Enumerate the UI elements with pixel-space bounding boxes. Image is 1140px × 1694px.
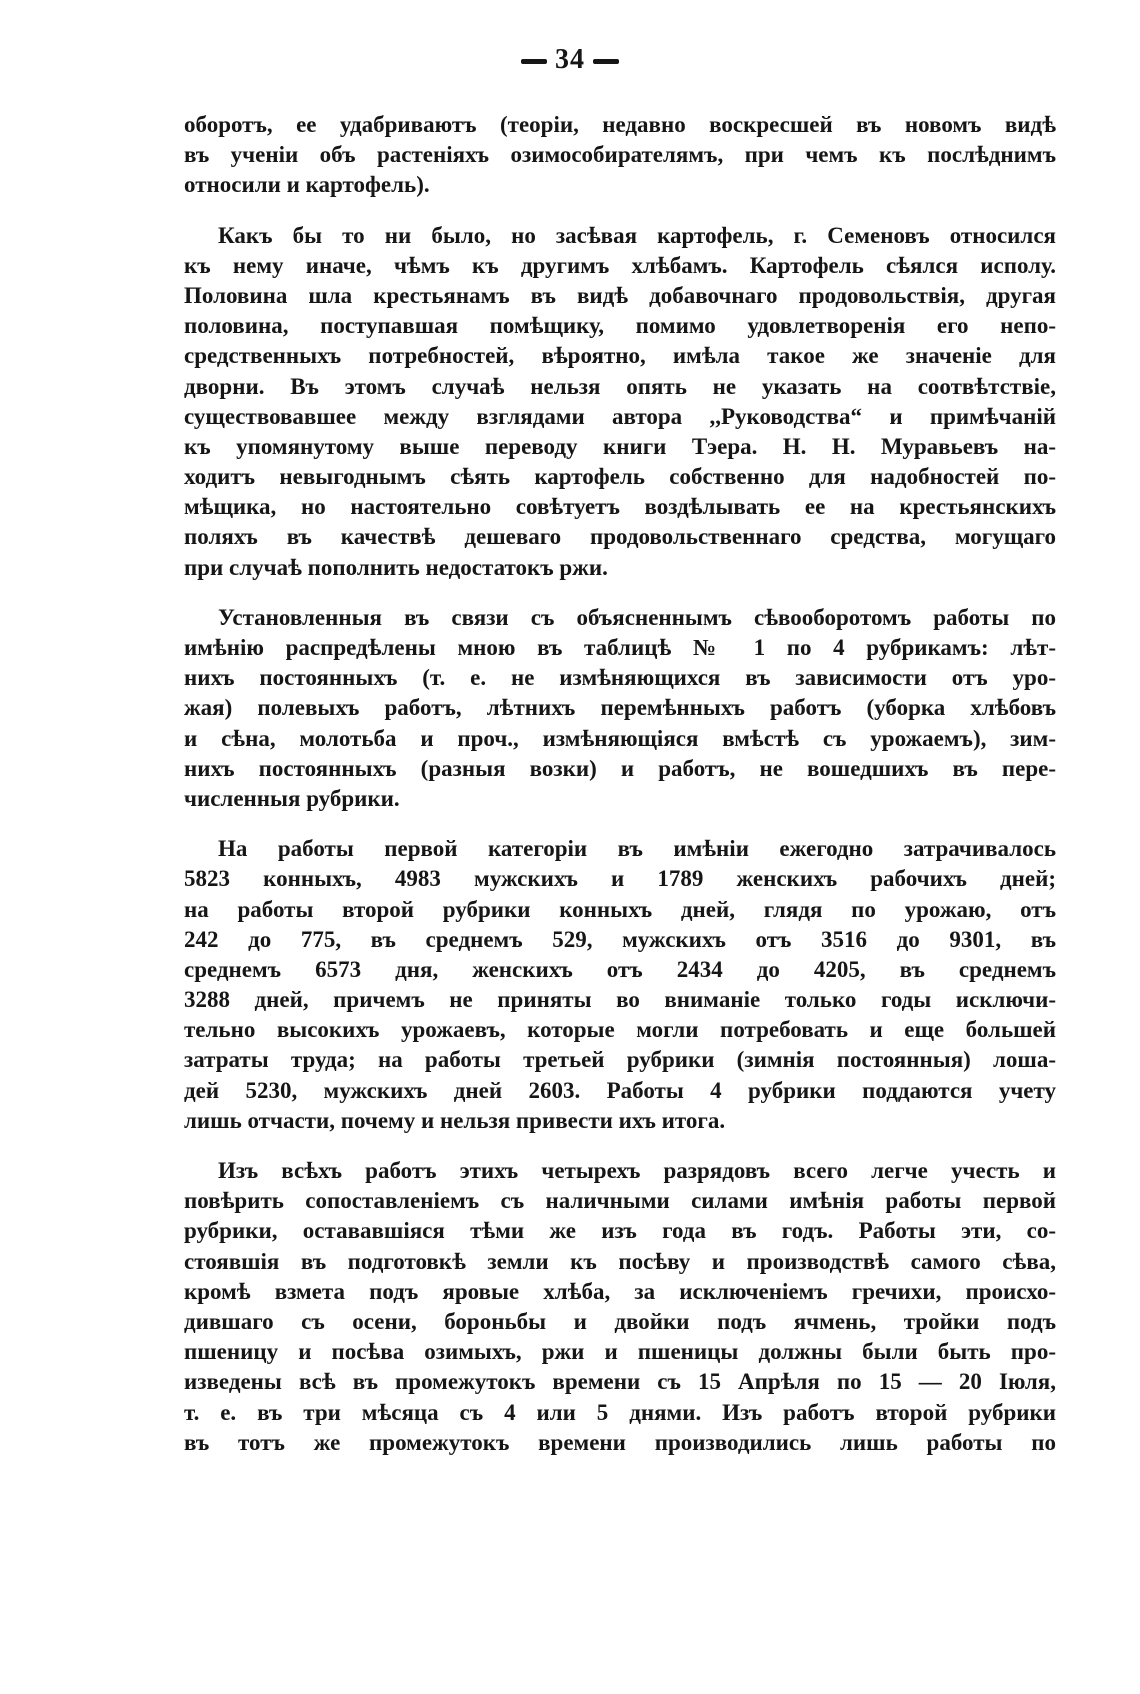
text-line: дившаго съ осени, бороньбы и двойки подъ ячмень, тройки подъ (184, 1308, 1056, 1334)
right-ornament-dash (593, 59, 619, 64)
text-line: численныя рубрики. (184, 785, 400, 811)
text-line: пшеницу и посѣва озимыхъ, ржи и пшеницы должны были быть про- (184, 1339, 1056, 1365)
text-line: половина, поступавшая помѣщику, помимо удовлетворенія его непо- (184, 313, 1056, 339)
text-line: стоявшія въ подготовкѣ земли къ посѣву и производствѣ самого сѣва, (184, 1248, 1056, 1274)
text-line: Половина шла крестьянамъ въ видѣ добавочнаго продовольствія, другая (184, 282, 1056, 308)
text-line: жая) полевыхъ работъ, лѣтнихъ перемѣнныхъ работъ (уборка хлѣбовъ (184, 695, 1056, 721)
text-line: мѣщика, но настоятельно совѣтуетъ воздѣлывать ее на крестьянскихъ (184, 494, 1056, 520)
text-line: на работы второй рубрики конныхъ дней, глядя по урожаю, отъ (184, 896, 1056, 922)
page-header (0, 44, 1140, 76)
text-line: рубрики, остававшіяся тѣми же изъ года въ годъ. Работы эти, со- (184, 1218, 1056, 1244)
text-line: дей 5230, мужскихъ дней 2603. Работы 4 рубрики поддаются учету (184, 1077, 1056, 1103)
text-line: въ тотъ же промежутокъ времени производились лишь работы по (184, 1429, 1056, 1455)
paragraph-1 (184, 110, 1056, 201)
text-line: лишь отчасти, почему и нельзя привести ихъ итога. (184, 1107, 726, 1133)
left-ornament-dash (521, 59, 547, 64)
text-line: оборотъ, ее удабриваютъ (теоріи, недавно воскресшей въ новомъ видѣ (184, 112, 1056, 137)
text-line: Изъ всѣхъ работъ этихъ четырехъ разрядовъ всего легче учесть и (218, 1158, 1056, 1183)
page-number: 34 (555, 44, 585, 75)
text-line: средственныхъ потребностей, вѣроятно, имѣла такое же значеніе для (184, 343, 1056, 369)
text-line: На работы первой категоріи въ имѣніи ежегодно затрачивалось (218, 836, 1056, 862)
text-line: къ упомянутому выше переводу книги Тэера. Н. Н. Муравьевъ на- (184, 433, 1056, 459)
text-line: ходитъ невыгоднымъ сѣять картофель собственно для надобностей по- (184, 464, 1056, 490)
text-line: и сѣна, молотьба и проч., измѣняющіяся вмѣстѣ съ урожаемъ), зим- (184, 725, 1056, 751)
paragraph-5 (184, 1156, 1056, 1458)
text-line: 3288 дней, причемъ не приняты во вниманіе только годы исключи- (184, 987, 1056, 1013)
text-line: тельно высокихъ урожаевъ, которые могли потребовать и еще большей (184, 1017, 1056, 1043)
text-line: 242 до 775, въ среднемъ 529, мужскихъ отъ 3516 до 9301, въ (184, 926, 1056, 952)
text-line: среднемъ 6573 дня, женскихъ отъ 2434 до 4205, въ среднемъ (184, 956, 1056, 982)
text-line: Какъ бы то ни было, но засѣвая картофель, г. Семеновъ относился (218, 222, 1056, 248)
text-line: повѣрить сопоставленіемъ съ наличными силами имѣнія работы первой (184, 1188, 1056, 1214)
text-line: при случаѣ пополнить недостатокъ ржи. (184, 554, 608, 580)
text-line: 5823 конныхъ, 4983 мужскихъ и 1789 женскихъ рабочихъ дней; (184, 866, 1056, 892)
paragraph-4 (184, 834, 1056, 1136)
text-line: нихъ постоянныхъ (разныя возки) и работъ, не вошедшихъ въ пере- (184, 755, 1056, 781)
text-line: изведены всѣ въ промежутокъ времени съ 15 Апрѣля по 15 — 20 Іюля, (184, 1369, 1056, 1395)
text-line: имѣнію распредѣлены мною въ таблицѣ № 1 по 4 рубрикамъ: лѣт- (184, 635, 1056, 660)
text-line: затраты труда; на работы третьей рубрики (зимнія постоянныя) лоша- (184, 1047, 1056, 1073)
text-line: Установленныя въ связи съ объясненнымъ сѣвооборотомъ работы по (218, 604, 1056, 630)
text-line: къ нему иначе, чѣмъ къ другимъ хлѣбамъ. Картофель сѣялся исполу. (184, 252, 1056, 278)
text-line: кромѣ взмета подъ яровые хлѣба, за исключеніемъ гречихи, происхо- (184, 1278, 1056, 1304)
text-line: нихъ постоянныхъ (т. е. не измѣняющихся въ зависимости отъ уро- (184, 665, 1056, 691)
paragraph-2 (184, 221, 1056, 583)
text-line: т. е. въ три мѣсяца съ 4 или 5 днями. Изъ работъ второй рубрики (184, 1399, 1056, 1425)
body-text (184, 110, 1056, 1478)
text-line: въ ученіи объ растеніяхъ озимособирателямъ, при чемъ къ послѣднимъ (184, 142, 1056, 168)
text-line: относили и картофель). (184, 172, 430, 198)
text-line: поляхъ въ качествѣ дешеваго продовольственнаго средства, могущаго (184, 524, 1056, 550)
paragraph-3 (184, 603, 1056, 814)
text-line: существовавшее между взглядами автора ,,Руководства“ и примѣчаній (184, 403, 1056, 429)
text-line: дворни. Въ этомъ случаѣ нельзя опять не указать на соотвѣтствіе, (184, 373, 1056, 399)
